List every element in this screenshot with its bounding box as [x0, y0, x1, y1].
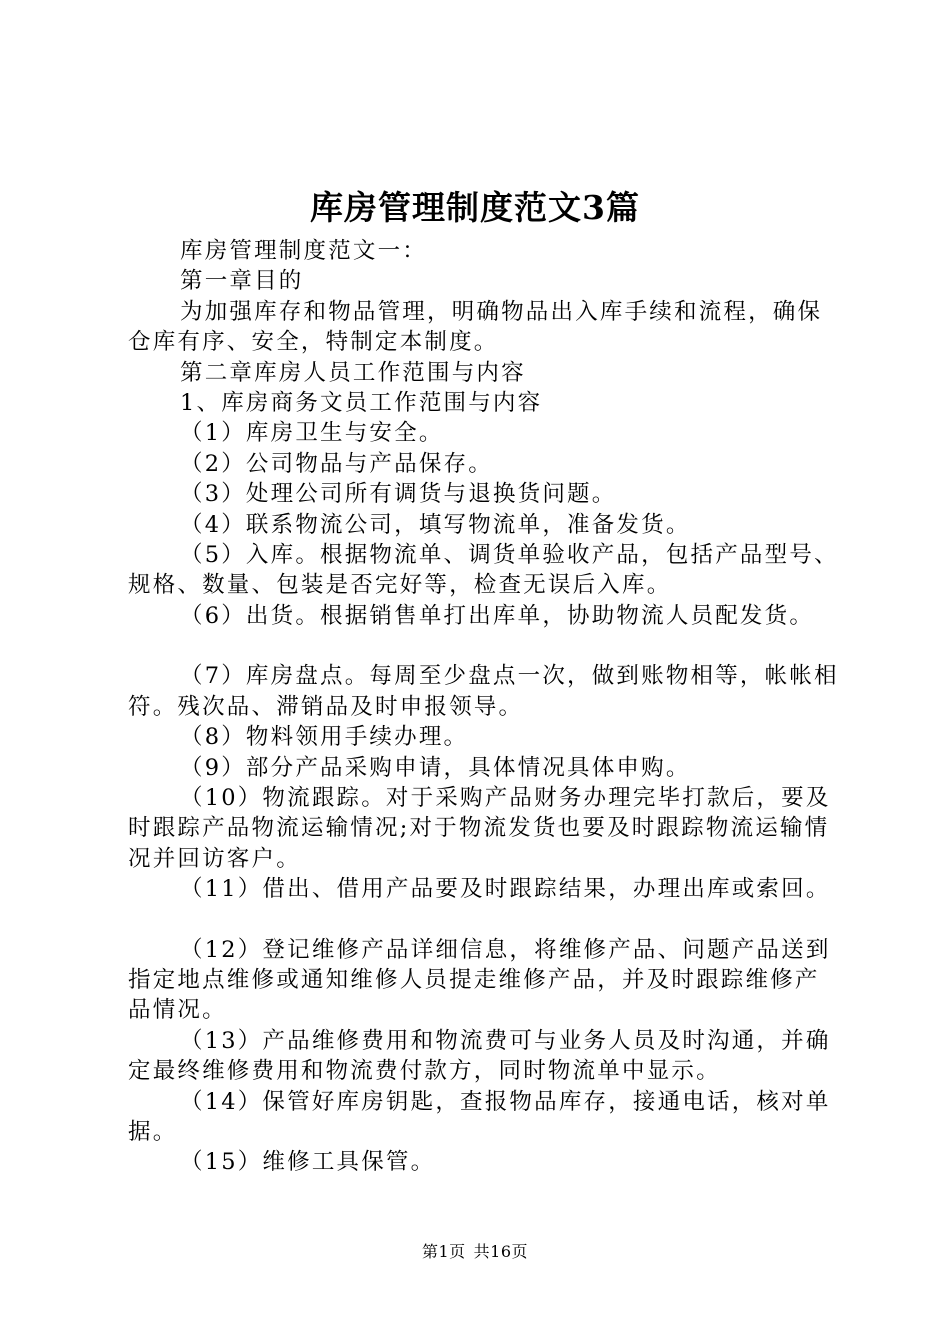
document-body	[128, 236, 840, 1178]
list-item: （10）物流跟踪。对于采购产品财务办理完毕打款后，要及时跟踪产品物流运输情况;对于物流发货也要及时跟踪物流运输情况并回访客户。	[128, 784, 831, 872]
chapter-heading: 第一章目的	[180, 268, 304, 295]
list-item: （12）登记维修产品详细信息，将维修产品、问题产品送到指定地点维修或通知维修人员提走维修产品，并及时跟踪维修产品情况。	[128, 936, 831, 1024]
list-item: （1）库房卫生与安全。	[180, 420, 444, 447]
chapter-heading: 第二章库房人员工作范围与内容	[180, 359, 526, 386]
page-total: 共16页	[473, 1242, 529, 1261]
list-item: （2）公司物品与产品保存。	[180, 450, 493, 477]
section-intro: 库房管理制度范文一：	[180, 238, 428, 264]
list-item: （6）出货。根据销售单打出库单，协助物流人员配发货。	[180, 602, 815, 629]
list-item: （3）处理公司所有调货与退换货问题。	[180, 481, 617, 508]
list-item: （4）联系物流公司，填写物流单，准备发货。	[180, 511, 691, 538]
list-item: （15）维修工具保管。	[180, 1149, 436, 1176]
list-item: （14）保管好库房钥匙，查报物品库存，接通电话，核对单据。	[128, 1088, 831, 1145]
list-item: （13）产品维修费用和物流费可与业务人员及时沟通，并确定最终维修费用和物流费付款方，同时物流单中显示。	[128, 1027, 831, 1085]
list-item: （8）物料领用手续办理。	[180, 724, 469, 751]
purpose-paragraph: 为加强库存和物品管理，明确物品出入库手续和流程，确保仓库有序、安全，特制定本制度。	[128, 298, 823, 356]
list-item: （11）借出、借用产品要及时跟踪结果，办理出库或索回。	[180, 876, 831, 903]
list-item: （7）库房盘点。每周至少盘点一次，做到账物相等，帐帐相符。残次品、滞销品及时申报领导。	[128, 663, 839, 720]
page-number: 第1页	[421, 1242, 466, 1261]
list-item: （9）部分产品采购申请，具体情况具体申购。	[180, 754, 691, 781]
page-footer	[0, 1242, 950, 1262]
subsection-heading: 1、库房商务文员工作范围与内容	[180, 390, 543, 417]
document-title: 库房管理制度范文3篇	[310, 188, 640, 227]
list-item: （5）入库。根据物流单、调货单验收产品，包括产品型号、规格、数量、包装是否完好等，检查无误后入库。	[128, 542, 839, 599]
